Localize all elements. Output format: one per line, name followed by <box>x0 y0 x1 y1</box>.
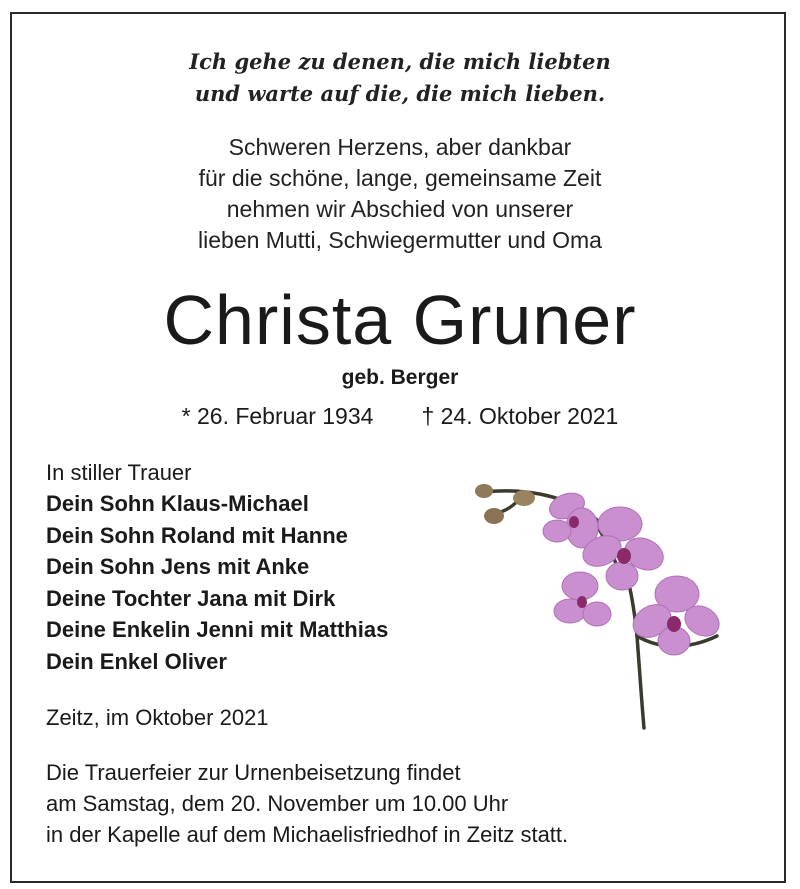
intro-line: nehmen wir Abschied von unserer <box>226 196 574 222</box>
funeral-line: Die Trauerfeier zur Urnenbeisetzung findet <box>46 760 461 785</box>
family-member: Dein Sohn Roland mit Hanne <box>46 522 348 548</box>
birth-date: * 26. Februar 1934 <box>181 403 374 429</box>
mourners <box>46 458 388 677</box>
intro-line: für die schöne, lange, gemeinsame Zeit <box>198 165 602 191</box>
family-member: Deine Tochter Jana mit Dirk <box>46 585 336 611</box>
life-dates <box>0 400 800 432</box>
funeral-line: in der Kapelle auf dem Michaelisfriedhof in Zeitz statt. <box>46 822 569 847</box>
motto-line: Ich gehe zu denen, die mich liebten <box>189 49 611 74</box>
intro-line: Schweren Herzens, aber dankbar <box>228 134 572 160</box>
intro-line: lieben Mutti, Schwiegermutter und Oma <box>198 227 602 253</box>
orchid-icon <box>462 476 732 736</box>
mourning-label: In stiller Trauer <box>46 460 192 485</box>
motto <box>0 46 800 110</box>
maiden-name: geb. Berger <box>341 366 459 389</box>
funeral-info <box>46 757 568 850</box>
family-member: Dein Enkel Oliver <box>46 648 227 674</box>
family-member: Dein Sohn Jens mit Anke <box>46 554 310 579</box>
family-member: Dein Sohn Klaus-Michael <box>46 491 309 516</box>
deceased-name: Christa Gruner <box>163 281 637 359</box>
funeral-line: am Samstag, dem 20. November um 10.00 Uhr <box>46 791 509 816</box>
family-member: Deine Enkelin Jenni mit Matthias <box>46 617 389 642</box>
death-date: † 24. Oktober 2021 <box>421 403 619 429</box>
place-date: Zeitz, im Oktober 2021 <box>46 705 269 730</box>
motto-line: und warte auf die, die mich lieben. <box>194 81 606 106</box>
intro-text <box>0 132 800 256</box>
